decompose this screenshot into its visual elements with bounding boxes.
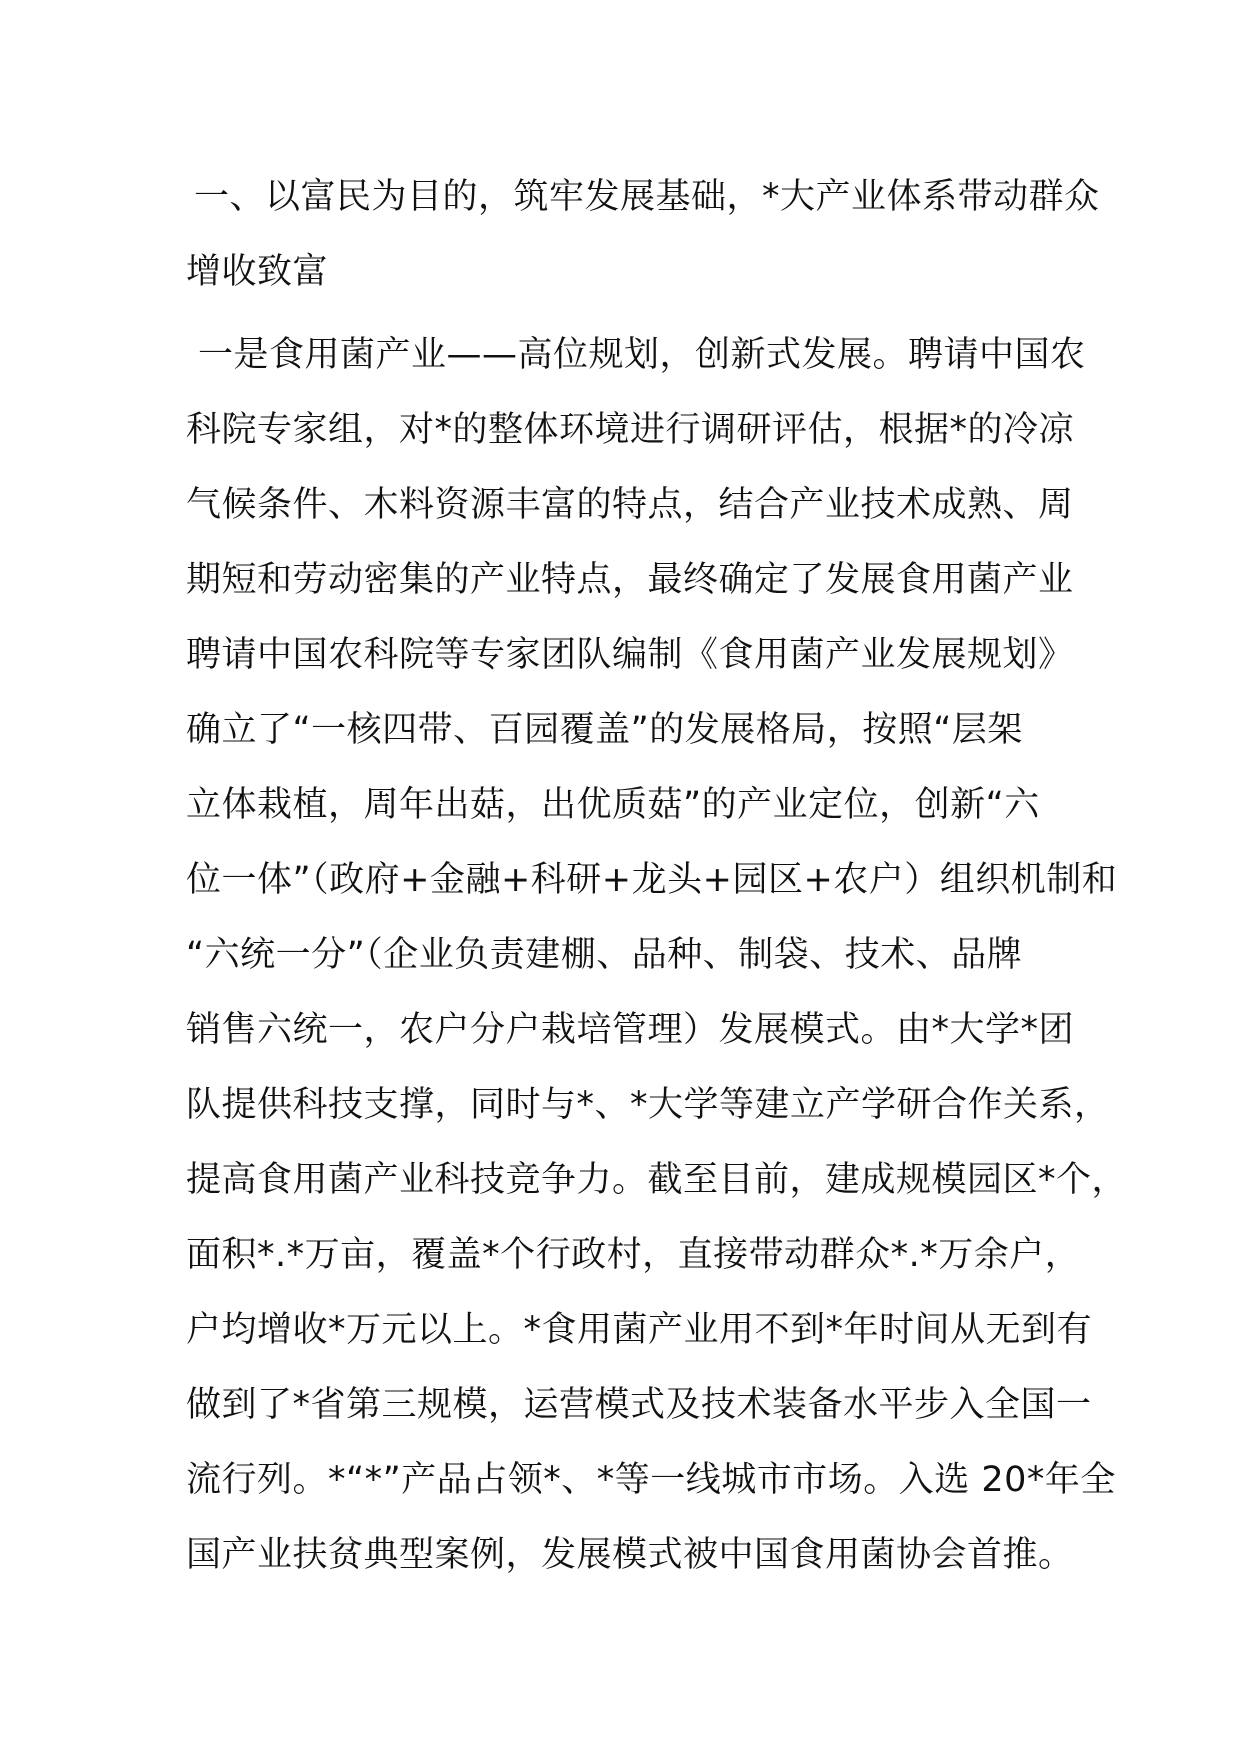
paragraph-line: 销售六统一，农户分户栽培管理）发展模式。由*大学*团 [186,1010,1075,1050]
paragraph-line: 面积*.*万亩，覆盖*个行政村，直接带动群众*.*万余户， [186,1235,1081,1275]
paragraph-line: 户均增收*万元以上。*食用菌产业用不到*年时间从无到有 [186,1310,1093,1350]
section-heading [186,160,1100,310]
paragraph-line: 聘请中国农科院等专家团队编制《食用菌产业发展规划》 [186,635,1074,675]
body-paragraph [186,318,1128,1593]
paragraph-line: 做到了*省第三规模，运营模式及技术装备水平步入全国一 [186,1385,1092,1425]
paragraph-line: 国产业扶贫典型案例，发展模式被中国食用菌协会首推。 [186,1535,1074,1575]
paragraph-line: 位一体”（政府+金融+科研+龙头+园区+农户）组织机制和 [186,860,1118,900]
paragraph-line: 确立了“一核四带、百园覆盖”的发展格局，按照“层架 [186,710,1023,750]
paragraph-line: 科院专家组，对*的整体环境进行调研评估，根据*的冷凉 [186,410,1075,450]
heading-line: 增收致富 [186,252,329,292]
paragraph-line: 流行列。*“*”产品占领*、*等一线城市市场。入选 20*年全 [186,1460,1116,1500]
heading-line: 一、以富民为目的，筑牢发展基础，*大产业体系带动群众 [194,177,1100,217]
paragraph-line: 期短和劳动密集的产业特点，最终确定了发展食用菌产业 [186,560,1074,600]
paragraph-line: 立体栽植，周年出菇，出优质菇”的产业定位，创新“六 [186,785,1040,825]
paragraph-line: 队提供科技支撑，同时与*、*大学等建立产学研合作关系， [186,1085,1110,1125]
paragraph-line: 一是食用菌产业——高位规划，创新式发展。聘请中国农 [198,335,1086,375]
paragraph-line: 气候条件、木料资源丰富的特点，结合产业技术成熟、周 [186,485,1074,525]
document-body [186,160,1128,1593]
paragraph-line: “六统一分”（企业负责建棚、品种、制袋、技术、品牌 [186,935,1023,975]
paragraph-line: 提高食用菌产业科技竞争力。截至目前，建成规模园区*个， [186,1160,1128,1200]
